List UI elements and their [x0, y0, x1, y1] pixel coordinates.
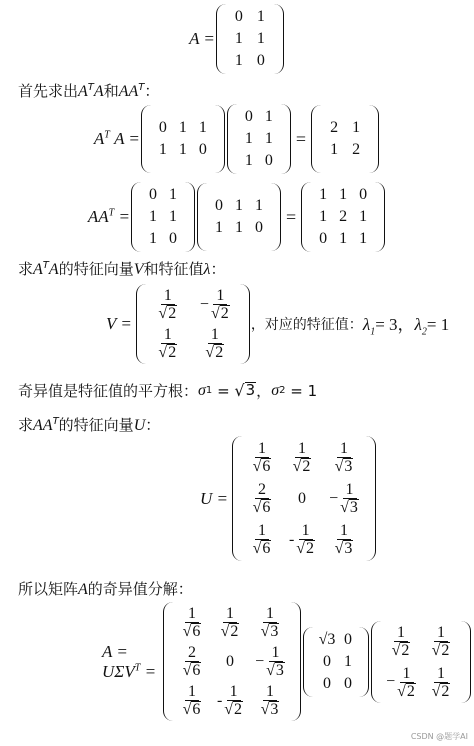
step2-text: 求$A^TA$的特征向量V和特征值λ： [18, 260, 226, 278]
step1-sup2: T [138, 82, 145, 93]
eq-U [200, 436, 470, 561]
eq-AAT-lhs: $AA^T$ = [87, 207, 130, 226]
cell: 1 [234, 52, 243, 69]
matrix-sigma: √3 0 0 1 0 0 [303, 627, 369, 697]
eq-U-lhs: U = [200, 488, 228, 508]
step1-m1: A [78, 83, 88, 100]
eq-svd [102, 602, 472, 721]
step1-text [18, 80, 159, 101]
matrix-AT: 0 1 1 1 1 0 [141, 105, 225, 173]
eq-svd-lhs: $A = U\Sigma V^T$ = [102, 641, 157, 681]
watermark: CSDN @题学AI [410, 732, 468, 741]
step3-text: 奇异值是特征值的平方根： σ 1 = √ 3 ， σ 2 = 1 [18, 381, 318, 400]
cell: 1 [234, 30, 243, 47]
step1-post: ： [144, 82, 160, 100]
matrix-VT: 1 √ 2 1 √ 2 − 1 √ 2 1 √ 2 [371, 621, 471, 703]
eq-A-lhs: A = [189, 29, 215, 48]
cell: 1 [256, 8, 265, 25]
step5-text: 所以矩阵A的奇异值分解： [18, 580, 193, 598]
equals-sign: = [285, 206, 297, 227]
step1-m3: AA [118, 83, 139, 100]
step4-text: 求$AA^T$的特征向量U： [18, 416, 161, 434]
step1-mid: 和 [103, 82, 119, 100]
eq-AAT [0, 182, 474, 252]
cell: 1 [256, 30, 265, 47]
matrix-A [216, 4, 284, 74]
matrix-U: 1 √ 6 1 √ 2 1 √ 3 2 √ 6 0 − 1 √ 3 1 √ 6 - 1 √ 2 1 √ 3 [232, 436, 376, 561]
step1-pre: 首先求出 [18, 82, 79, 100]
matrix-U-svd: 1 √ 6 1 √ 2 1 √ 3 2 √ 6 0 − 1 √ 3 1 √ 6 - 1 √ 2 1 √ 3 [163, 602, 301, 721]
eq-A [0, 4, 474, 74]
matrix-A2: 0 1 1 1 1 0 [227, 104, 291, 174]
eq-ATA [0, 104, 474, 174]
step1-m2: A [93, 83, 104, 100]
matrix-AAT-result: 1 1 0 1 2 1 0 1 1 [301, 182, 385, 252]
matrix-AT2: 0 1 1 1 1 0 [197, 183, 281, 251]
cell: 0 [256, 52, 265, 69]
cell: 0 [234, 8, 243, 25]
matrix-V: 1 √ 2 − 1 √ 2 1 √ 2 1 √ 2 [136, 284, 250, 364]
eq-V: V = 1 √ 2 − 1 √ 2 1 √ 2 1 √ 2 ，对应的特征值： $\lambda_1= 3$，$\lambda_2= 1$ [106, 284, 474, 364]
equals-sign: = [295, 128, 307, 149]
step1-sup1: T [87, 82, 94, 93]
matrix-ATA-result: 2 1 1 2 [311, 105, 379, 173]
eq-ATA-lhs: $A^T$ A = [93, 129, 140, 148]
eigenvalue-label: ，对应的特征值： [250, 317, 363, 333]
matrix-A3: 0 1 1 1 1 0 [131, 182, 195, 252]
eq-V-lhs: V = [106, 314, 132, 333]
